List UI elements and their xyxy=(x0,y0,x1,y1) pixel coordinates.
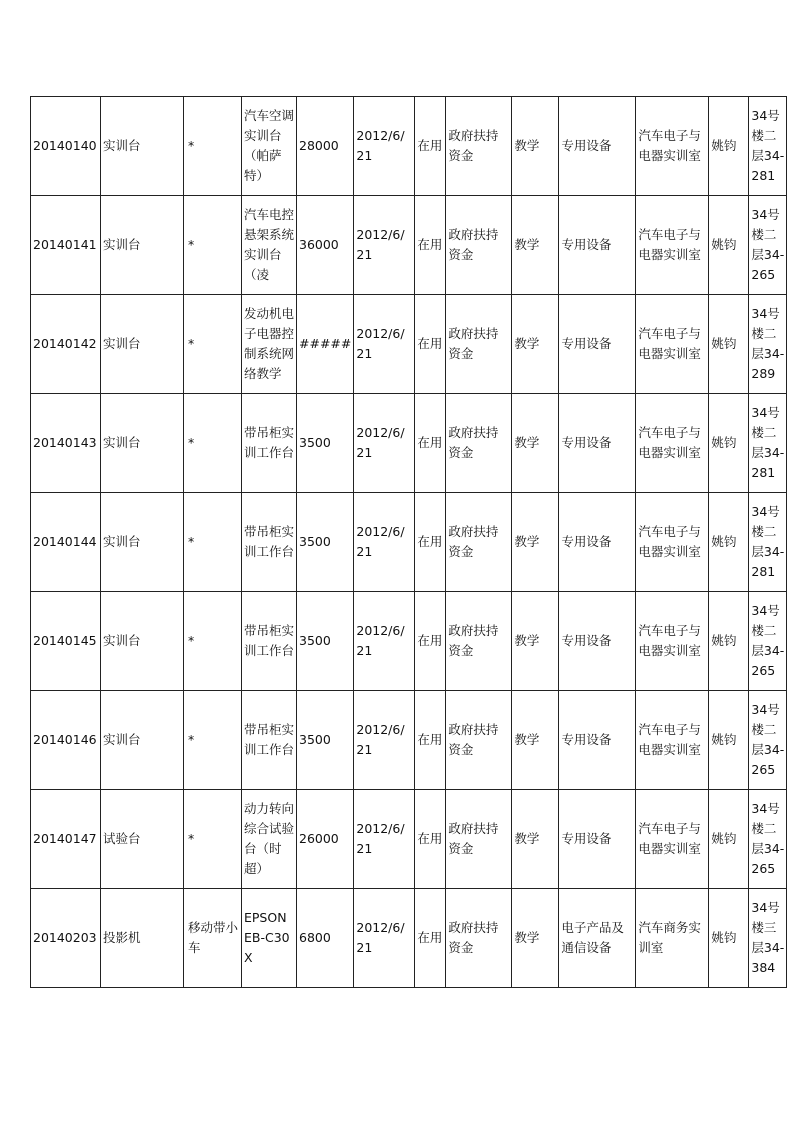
location-cell xyxy=(749,97,787,196)
lab-room-cell: 汽车电子与电器实训室 xyxy=(636,196,709,295)
location-cell-text: 34号楼二层34-281 xyxy=(751,108,785,183)
table-row xyxy=(31,196,787,295)
model-cell: * xyxy=(184,295,242,394)
lab-room-cell: 汽车商务实训室 xyxy=(636,889,709,988)
asset-name-cell-text: 发动机电子电器控制系统网络教学 xyxy=(244,306,294,381)
price-cell: 3500 xyxy=(297,394,354,493)
asset-table xyxy=(30,96,787,988)
category-cell: 实训台 xyxy=(101,394,184,493)
table-row xyxy=(31,592,787,691)
status-cell: 在用 xyxy=(415,97,446,196)
asset-name-cell-text: EPSON EB-C30X xyxy=(244,910,290,965)
custodian-cell: 姚钧 xyxy=(709,394,749,493)
location-cell-text: 34号楼三层34-384 xyxy=(751,900,785,975)
category-cell: 试验台 xyxy=(101,790,184,889)
category-cell: 实训台 xyxy=(101,691,184,790)
equipment-type-cell: 专用设备 xyxy=(559,295,636,394)
equipment-type-cell: 专用设备 xyxy=(559,592,636,691)
usage-cell: 教学 xyxy=(512,493,559,592)
status-cell: 在用 xyxy=(415,493,446,592)
asset-id-cell: 20140142 xyxy=(31,295,101,394)
custodian-cell: 姚钧 xyxy=(709,592,749,691)
table-row xyxy=(31,691,787,790)
asset-id-cell: 20140141 xyxy=(31,196,101,295)
table-row xyxy=(31,493,787,592)
model-cell: * xyxy=(184,97,242,196)
usage-cell: 教学 xyxy=(512,889,559,988)
price-cell: ##### xyxy=(297,295,354,394)
asset-id-cell: 20140140 xyxy=(31,97,101,196)
equipment-type-cell: 专用设备 xyxy=(559,691,636,790)
model-cell: * xyxy=(184,790,242,889)
funding-source-cell: 政府扶持资金 xyxy=(446,790,512,889)
equipment-type-cell: 专用设备 xyxy=(559,790,636,889)
location-cell-text: 34号楼二层34-265 xyxy=(751,603,785,678)
asset-name-cell xyxy=(242,790,297,889)
location-cell xyxy=(749,790,787,889)
location-cell-text: 34号楼二层34-265 xyxy=(751,207,785,282)
usage-cell: 教学 xyxy=(512,295,559,394)
asset-name-cell-text: 带吊柜实训工作台 xyxy=(244,524,294,559)
table-row xyxy=(31,790,787,889)
funding-source-cell: 政府扶持资金 xyxy=(446,592,512,691)
table-row xyxy=(31,889,787,988)
price-cell: 3500 xyxy=(297,592,354,691)
custodian-cell: 姚钧 xyxy=(709,493,749,592)
lab-room-cell: 汽车电子与电器实训室 xyxy=(636,394,709,493)
status-cell: 在用 xyxy=(415,691,446,790)
custodian-cell: 姚钧 xyxy=(709,97,749,196)
lab-room-cell: 汽车电子与电器实训室 xyxy=(636,295,709,394)
asset-name-cell xyxy=(242,295,297,394)
asset-name-cell-text: 汽车电控悬架系统实训台（凌 xyxy=(244,207,294,282)
usage-cell: 教学 xyxy=(512,394,559,493)
category-cell: 实训台 xyxy=(101,295,184,394)
lab-room-cell: 汽车电子与电器实训室 xyxy=(636,790,709,889)
table-row xyxy=(31,97,787,196)
asset-name-cell-text: 带吊柜实训工作台 xyxy=(244,623,294,658)
purchase-date-cell: 2012/6/21 xyxy=(354,691,415,790)
location-cell xyxy=(749,592,787,691)
price-cell: 26000 xyxy=(297,790,354,889)
asset-id-cell: 20140146 xyxy=(31,691,101,790)
asset-id-cell: 20140144 xyxy=(31,493,101,592)
custodian-cell: 姚钧 xyxy=(709,691,749,790)
model-cell: 移动带小车 xyxy=(184,889,242,988)
purchase-date-cell: 2012/6/21 xyxy=(354,889,415,988)
asset-name-cell-text: 带吊柜实训工作台 xyxy=(244,425,294,460)
lab-room-cell: 汽车电子与电器实训室 xyxy=(636,493,709,592)
purchase-date-cell: 2012/6/21 xyxy=(354,196,415,295)
asset-table-body xyxy=(31,97,787,988)
price-cell: 6800 xyxy=(297,889,354,988)
purchase-date-cell: 2012/6/21 xyxy=(354,394,415,493)
category-cell: 实训台 xyxy=(101,493,184,592)
purchase-date-cell: 2012/6/21 xyxy=(354,493,415,592)
model-cell: * xyxy=(184,592,242,691)
status-cell: 在用 xyxy=(415,196,446,295)
model-cell: * xyxy=(184,493,242,592)
custodian-cell: 姚钧 xyxy=(709,889,749,988)
model-cell: * xyxy=(184,691,242,790)
location-cell xyxy=(749,196,787,295)
usage-cell: 教学 xyxy=(512,97,559,196)
location-cell xyxy=(749,493,787,592)
price-cell: 36000 xyxy=(297,196,354,295)
asset-name-cell-text: 带吊柜实训工作台 xyxy=(244,722,294,757)
usage-cell: 教学 xyxy=(512,592,559,691)
asset-name-cell xyxy=(242,493,297,592)
price-cell: 3500 xyxy=(297,493,354,592)
purchase-date-cell: 2012/6/21 xyxy=(354,592,415,691)
location-cell xyxy=(749,889,787,988)
category-cell: 实训台 xyxy=(101,97,184,196)
status-cell: 在用 xyxy=(415,790,446,889)
funding-source-cell: 政府扶持资金 xyxy=(446,394,512,493)
table-row xyxy=(31,295,787,394)
asset-name-cell-text: 动力转向综合试验台（时超） xyxy=(244,801,294,876)
usage-cell: 教学 xyxy=(512,691,559,790)
asset-name-cell xyxy=(242,97,297,196)
table-row xyxy=(31,394,787,493)
custodian-cell: 姚钧 xyxy=(709,790,749,889)
asset-name-cell xyxy=(242,592,297,691)
lab-room-cell: 汽车电子与电器实训室 xyxy=(636,592,709,691)
location-cell-text: 34号楼二层34-281 xyxy=(751,504,785,579)
funding-source-cell: 政府扶持资金 xyxy=(446,97,512,196)
asset-name-cell xyxy=(242,691,297,790)
funding-source-cell: 政府扶持资金 xyxy=(446,196,512,295)
funding-source-cell: 政府扶持资金 xyxy=(446,295,512,394)
equipment-type-cell: 专用设备 xyxy=(559,196,636,295)
asset-name-cell xyxy=(242,394,297,493)
location-cell-text: 34号楼二层34-281 xyxy=(751,405,785,480)
location-cell xyxy=(749,691,787,790)
custodian-cell: 姚钧 xyxy=(709,295,749,394)
location-cell-text: 34号楼二层34-265 xyxy=(751,801,785,876)
equipment-type-cell: 电子产品及通信设备 xyxy=(559,889,636,988)
status-cell: 在用 xyxy=(415,394,446,493)
location-cell xyxy=(749,394,787,493)
asset-id-cell: 20140203 xyxy=(31,889,101,988)
funding-source-cell: 政府扶持资金 xyxy=(446,691,512,790)
lab-room-cell: 汽车电子与电器实训室 xyxy=(636,691,709,790)
purchase-date-cell: 2012/6/21 xyxy=(354,97,415,196)
location-cell xyxy=(749,295,787,394)
usage-cell: 教学 xyxy=(512,196,559,295)
equipment-type-cell: 专用设备 xyxy=(559,493,636,592)
model-cell: * xyxy=(184,196,242,295)
asset-name-cell xyxy=(242,889,297,988)
asset-id-cell: 20140147 xyxy=(31,790,101,889)
asset-id-cell: 20140143 xyxy=(31,394,101,493)
price-cell: 28000 xyxy=(297,97,354,196)
asset-name-cell-text: 汽车空调实训台（帕萨特） xyxy=(244,108,294,183)
category-cell: 实训台 xyxy=(101,592,184,691)
funding-source-cell: 政府扶持资金 xyxy=(446,493,512,592)
asset-id-cell: 20140145 xyxy=(31,592,101,691)
category-cell: 实训台 xyxy=(101,196,184,295)
location-cell-text: 34号楼二层34-265 xyxy=(751,702,785,777)
location-cell-text: 34号楼二层34-289 xyxy=(751,306,785,381)
custodian-cell: 姚钧 xyxy=(709,196,749,295)
purchase-date-cell: 2012/6/21 xyxy=(354,295,415,394)
purchase-date-cell: 2012/6/21 xyxy=(354,790,415,889)
model-cell: * xyxy=(184,394,242,493)
usage-cell: 教学 xyxy=(512,790,559,889)
asset-name-cell xyxy=(242,196,297,295)
price-cell: 3500 xyxy=(297,691,354,790)
category-cell: 投影机 xyxy=(101,889,184,988)
equipment-type-cell: 专用设备 xyxy=(559,394,636,493)
status-cell: 在用 xyxy=(415,592,446,691)
funding-source-cell: 政府扶持资金 xyxy=(446,889,512,988)
lab-room-cell: 汽车电子与电器实训室 xyxy=(636,97,709,196)
equipment-type-cell: 专用设备 xyxy=(559,97,636,196)
status-cell: 在用 xyxy=(415,295,446,394)
status-cell: 在用 xyxy=(415,889,446,988)
